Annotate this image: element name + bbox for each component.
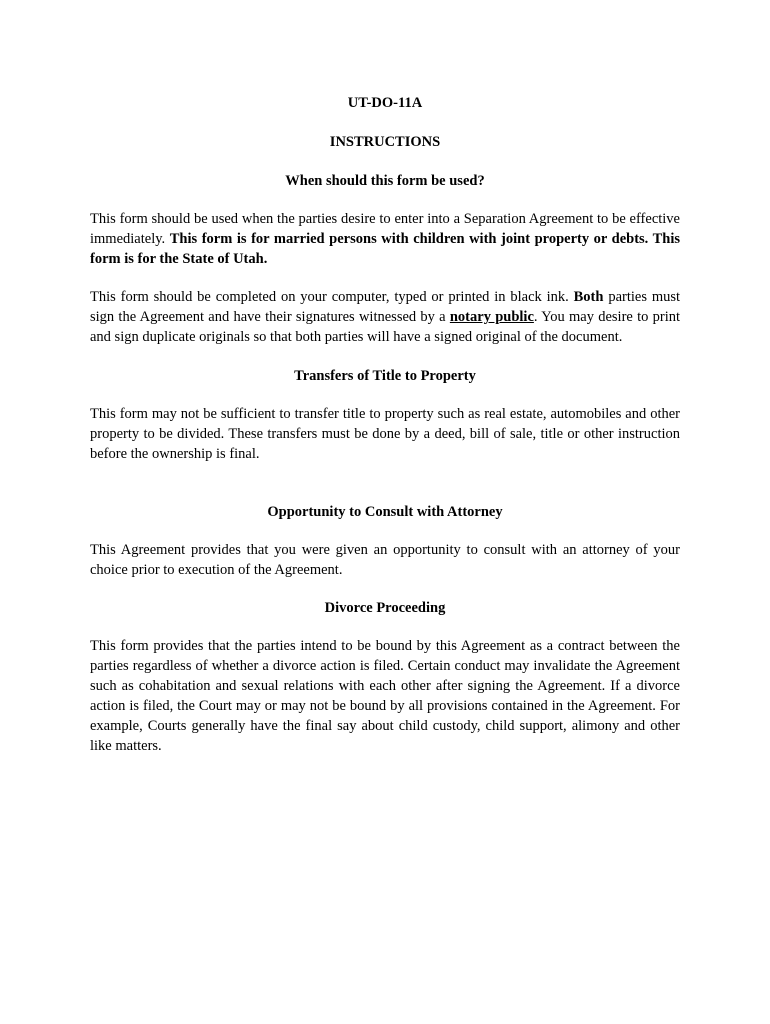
when-used-p2-text-b: parties must sign the Agreement and have their signatures witnessed by a: [90, 289, 681, 325]
attorney-paragraph: This Agreement provides that you were given an opportunity to consult with an attorney of your choice prior to execution of the Agreement.: [90, 542, 680, 578]
transfers-heading: Transfers of Title to Property: [294, 368, 476, 384]
when-used-p1-bold: This form is for married persons with children with joint property or debts. This form is for the State of Utah.: [90, 231, 680, 267]
when-used-p1-text: This form should be used when the parties desire to enter into a Separation Agreement to be effective immediately.: [90, 211, 680, 247]
form-id: UT-DO-11A: [347, 95, 423, 111]
transfers-paragraph: This form may not be sufficient to transfer title to property such as real estate, automobiles and other property to be divided. These transfers must be done by a deed, bill of sale, title or other instruction before the ownership is final.: [90, 406, 680, 462]
divorce-heading: Divorce Proceeding: [324, 600, 446, 616]
when-used-paragraph-1: [90, 209, 680, 269]
when-used-p2-text-c: . You may desire to print and sign duplicate originals so that both parties will have a signed original of the document.: [90, 309, 681, 345]
when-used-p2-text-a: This form should be completed on your computer, typed or printed in black ink.: [90, 289, 569, 305]
notary-public-link[interactable]: notary public: [449, 309, 534, 325]
when-used-heading: When should this form be used?: [285, 173, 485, 189]
when-used-p2-bold: Both: [573, 289, 604, 305]
attorney-heading: Opportunity to Consult with Attorney: [267, 504, 503, 520]
page-title: INSTRUCTIONS: [329, 134, 441, 150]
divorce-paragraph: This form provides that the parties intend to be bound by this Agreement as a contract between the parties regardless of whether a divorce action is filed. Certain conduct may invalidate the Agreement such as cohabitation and sexual relations with each other after signing the Agreement. If a divorce action is filed, the Court may or may not be bound by all provisions contained in the Agreement. For example, Courts generally have the final say about child custody, child support, alimony and other like matters.: [90, 638, 680, 754]
when-used-paragraph-2: [90, 287, 680, 347]
